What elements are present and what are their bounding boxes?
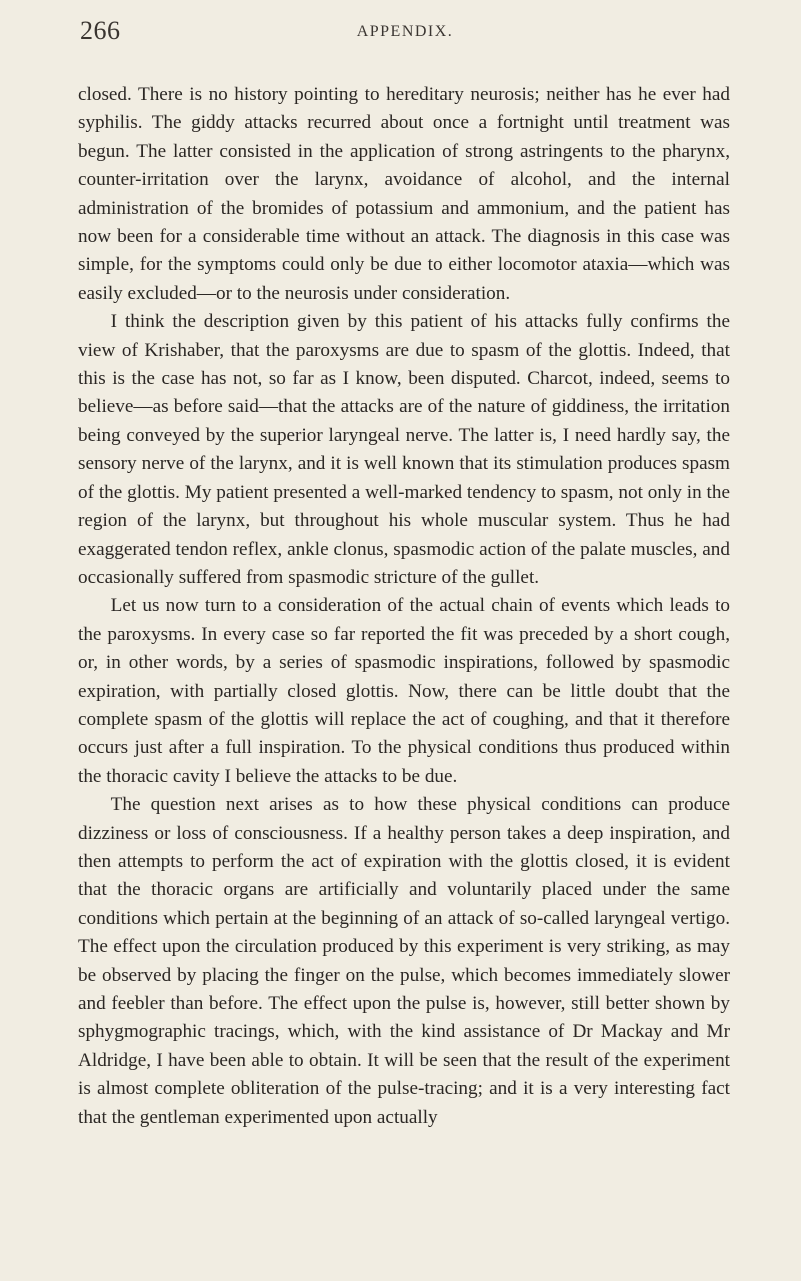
paragraph-physical-conditions: The question next arises as to how these physical conditions can produce dizziness or loss of consciousness. If a healthy person takes a deep inspiration, and then attempts to perform the act of expiration with the glottis closed, it is evident that the thoracic organs are artificially and voluntarily placed under the same conditions which pertain at the beginning of an attack of so-called laryngeal vertigo. The effect upon the circulation produced by this experiment is very striking, as may be observed by placing the finger on the pulse, which becomes immediately slower and feebler than before. The effect upon the pulse is, however, still better shown by sphygmographic tracings, which, with the kind assistance of Dr Mackay and Mr Aldridge, I have been able to obtain. It will be seen that the result of the experiment is almost complete obliteration of the pulse-tracing; and it is a very interesting fact that the gentleman experimented upon actually bbox=[78, 794, 730, 1128]
paragraph-chain-of-events: Let us now turn to a consideration of the actual chain of events which leads to the paroxysms. In every case so far reported the fit was preceded by a short cough, or, in other words, by a series of spasmodic inspirations, followed by spasmodic expiration, with partially closed glottis. Now, there can be little doubt that the complete spasm of the glottis will replace the act of coughing, and that it therefore occurs just after a full inspiration. To the physical conditions thus produced within the thoracic cavity I believe the attacks to be due. bbox=[78, 595, 730, 787]
paragraph-continued: closed. There is no history pointing to hereditary neurosis; neither has he ever had syphilis. The giddy attacks recurred about once a fortnight until treatment was begun. The latter consisted in the application of strong astringents to the pharynx, counter-irritation over the larynx, avoidance of alcohol, and the internal administration of the bromides of potassium and ammonium, and the patient has now been for a considerable time without an attack. The diagnosis in this case was simple, for the symptoms could only be due to either locomotor ataxia—which was easily excluded—or to the neurosis under consideration. bbox=[78, 84, 730, 304]
running-head bbox=[80, 16, 730, 50]
body-text bbox=[78, 81, 730, 1132]
running-head-title: APPENDIX. bbox=[356, 23, 454, 40]
page-number: 266 bbox=[80, 16, 121, 45]
paragraph-krishaber-view: I think the description given by this patient of his attacks fully confirms the view of Krishaber, that the paroxysms are due to spasm of the glottis. Indeed, that this is the case has not, so far as I know, been disputed. Charcot, indeed, seems to believe—as before said—that the attacks are of the nature of giddiness, the irritation being conveyed by the superior laryngeal nerve. The latter is, I need hardly say, the sensory nerve of the larynx, and it is well known that its stimulation produces spasm of the glottis. My patient presented a well-marked tendency to spasm, not only in the region of the larynx, but throughout his whole muscular system. Thus he had exaggerated tendon reflex, ankle clonus, spasmodic action of the palate muscles, and occasionally suffered from spasmodic stricture of the gullet. bbox=[78, 311, 730, 588]
